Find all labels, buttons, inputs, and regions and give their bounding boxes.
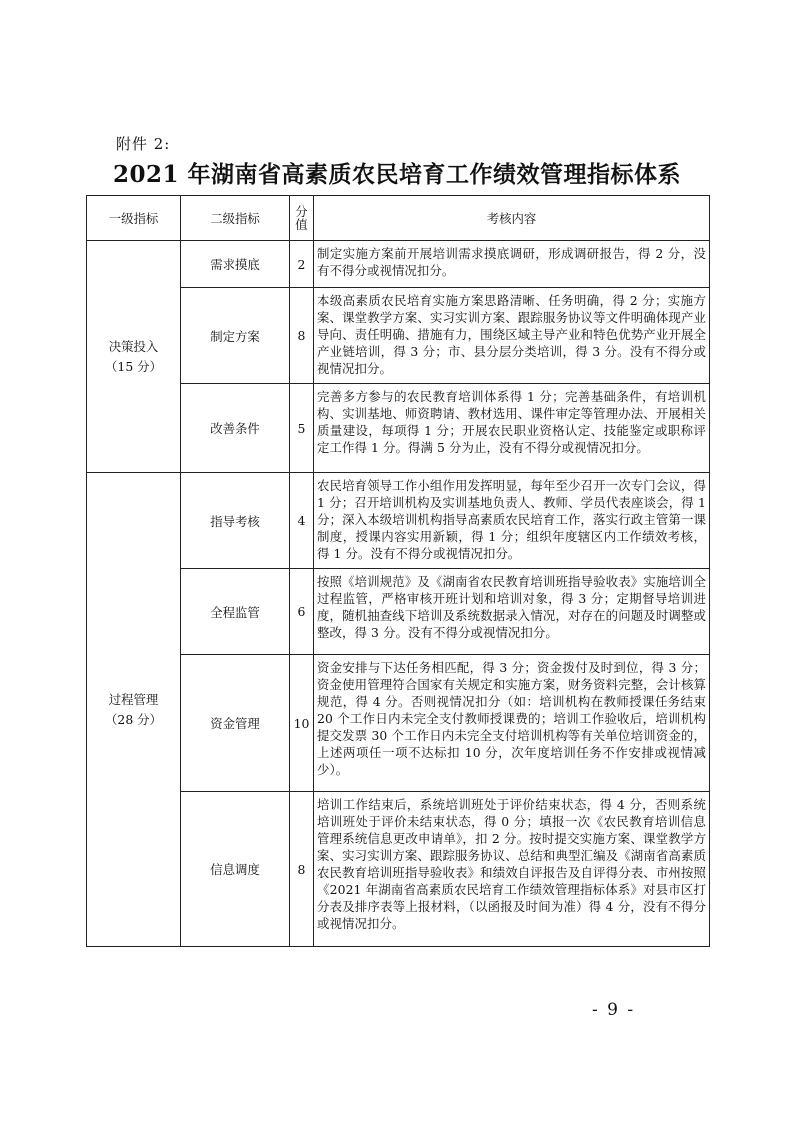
header-score: 分值 [290,196,314,241]
indicator-cell: 制定方案 [181,288,290,384]
content-cell: 按照《培训规范》及《湖南省农民教育培训班指导验收表》实施培训全过程监管，严格审核开班计划和培训对象，得 3 分；定期督导培训进度，随机抽查线下培训及系统数据录入情况，对存在的问题及时调整或整改，得 3 分。没有不得分或视情况扣分。 [314,569,710,655]
table-header-row [87,196,710,241]
score-cell: 6 [290,569,314,655]
content-cell: 农民培育领导工作小组作用发挥明显，每年至少召开一次专门会议，得 1 分；召开培训机构及实训基地负责人、教师、学员代表座谈会，得 1 分；深入本级培训机构指导高素质农民培育工作，落实行政主管第一课制度，授课内容实用新颖，得 1 分；组织年度辖区内工作绩效考核，得 1 分。没有不得分或视情况扣分。 [314,473,710,569]
table-row [87,655,710,792]
score-cell: 2 [290,241,314,288]
indicator-cell: 改善条件 [181,384,290,473]
table-row [87,288,710,384]
table-row [87,241,710,288]
score-cell: 8 [290,288,314,384]
document-title: 2021 年湖南省高素质农民培育工作绩效管理指标体系 [112,161,682,188]
indicator-cell: 全程监管 [181,569,290,655]
indicator-cell: 信息调度 [181,792,290,947]
content-cell: 制定实施方案前开展培训需求摸底调研，形成调研报告，得 2 分，没有不得分或视情况扣分。 [314,241,710,288]
content-cell: 培训工作结束后，系统培训班处于评价结束状态，得 4 分，否则系统培训班处于评价未结束状态，得 0 分；填报一次《农民教育培训信息管理系统信息更改申请单》，扣 2 分。按时提交实施方案、课堂教学方案、实习实训方案、跟踪服务协议、总结和典型汇编及《湖南省高素质农民教育培训班指导验收表》和绩效自评报告及自评得分表、市州按照《2021 年湖南省高素质农民培育工作绩效管理指标体系》对县市区打分表及排序表等上报材料，（以函报及时间为准）得 4 分，没有不得分或视情况扣分。 [314,792,710,947]
score-cell: 8 [290,792,314,947]
level1-cell [87,473,181,947]
content-cell: 本级高素质农民培育实施方案思路清晰、任务明确，得 2 分；实施方案、课堂教学方案、实习实训方案、跟踪服务协议等文件明确体现产业导向、责任明确、措施有力，围绕区域主导产业和特色优势产业开展全产业链培训，得 3 分；市、县分层分类培训，得 3 分。没有不得分或视情况扣分。 [314,288,710,384]
indicator-cell: 指导考核 [181,473,290,569]
table-row [87,792,710,947]
score-cell: 5 [290,384,314,473]
level1-cell [87,241,181,473]
level1-total: （15 分） [105,358,162,374]
table-row [87,569,710,655]
score-cell: 10 [290,655,314,792]
content-cell: 资金安排与下达任务相匹配，得 3 分；资金拨付及时到位，得 3 分；资金使用管理符合国家有关规定和实施方案，财务资料完整，会计核算规范，得 4 分。否则视情况扣分（如：培训机构在教师授课任务结束 20 个工作日内未完全支付教师授课费的；培训工作验收后，培训机构提交发票 30 个工作日内未完全支付培训机构等有关单位培训资金的，上述两项任一项不达标扣 10 分，次年度培训任务不作安排或视情减少）。 [314,655,710,792]
header-content: 考核内容 [314,196,710,241]
header-level1: 一级指标 [87,196,181,241]
indicator-cell: 资金管理 [181,655,290,792]
level1-total: （28 分） [105,711,162,727]
score-cell: 4 [290,473,314,569]
content-cell: 完善多方参与的农民教育培训体系得 1 分；完善基础条件，有培训机构、实训基地、师资聘请、教材选用、课件审定等管理办法、开展相关质量建设，每项得 1 分；开展农民职业资格认定、技能鉴定或职称评定工作得 1 分。得满 5 分为止，没有不得分或视情况扣分。 [314,384,710,473]
indicator-table [86,195,710,947]
level1-name: 决策投入 [108,338,159,354]
annex-label: 附件 2: [116,135,171,153]
page-number: - 9 - [592,1000,636,1020]
level1-name: 过程管理 [108,691,159,707]
indicator-cell: 需求摸底 [181,241,290,288]
header-level2: 二级指标 [181,196,290,241]
table-row [87,384,710,473]
table-row [87,473,710,569]
